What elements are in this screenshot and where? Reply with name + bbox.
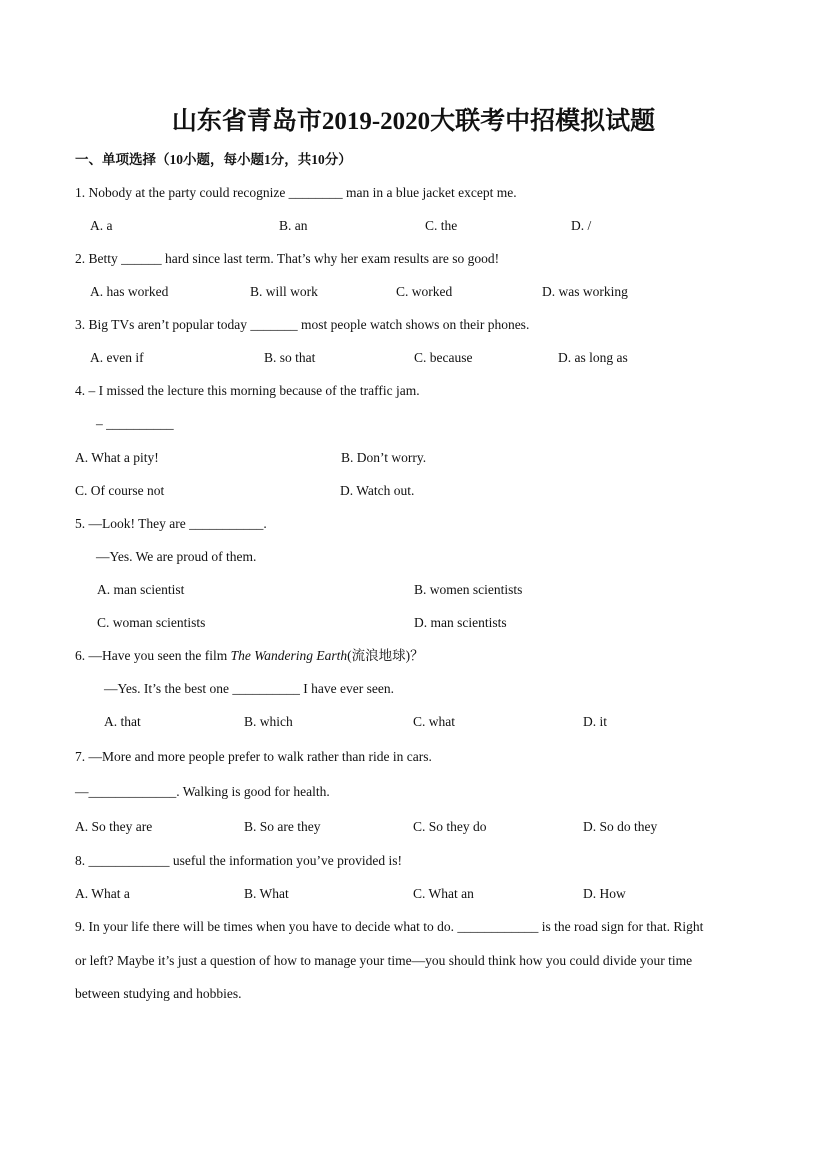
question-4-stem: 4. – I missed the lecture this morning because of the traffic jam. xyxy=(75,383,420,398)
question-3-option-a: A. even if xyxy=(90,350,144,365)
question-7-option-a: A. So they are xyxy=(75,819,153,834)
question-5-reply: —Yes. We are proud of them. xyxy=(96,549,257,564)
question-6-option-c: C. what xyxy=(413,714,455,729)
question-4-reply: – __________ xyxy=(96,416,174,431)
page-title: 山东省青岛市2019-2020大联考中招模拟试题 xyxy=(171,108,656,135)
question-2-stem: 2. Betty ______ hard since last term. That’s why her exam results are so good! xyxy=(75,251,500,266)
question-7-option-b: B. So are they xyxy=(244,819,321,834)
film-title: The Wandering Earth xyxy=(230,648,348,663)
question-8-option-a: A. What a xyxy=(75,886,130,901)
question-2-option-d: D. was working xyxy=(542,284,628,299)
question-7-reply: —_____________. Walking is good for health. xyxy=(75,784,330,799)
question-4-option-d: D. Watch out. xyxy=(340,483,415,498)
question-9-line-2: or left? Maybe it’s just a question of how to manage your time—you should think how you could divide your time xyxy=(75,953,693,968)
question-3-option-b: B. so that xyxy=(264,350,316,365)
question-6-option-b: B. which xyxy=(244,714,293,729)
question-3-option-c: C. because xyxy=(414,350,473,365)
question-6-reply: —Yes. It’s the best one __________ I have ever seen. xyxy=(104,681,394,696)
question-2-option-b: B. will work xyxy=(250,284,318,299)
question-1-option-b: B. an xyxy=(279,218,308,233)
question-9-line-1: 9. In your life there will be times when you have to decide what to do. ____________ is the road sign for that. Right xyxy=(75,919,704,934)
question-1-option-d: D. / xyxy=(571,218,592,233)
question-5-stem: 5. —Look! They are ___________. xyxy=(75,516,267,531)
question-4-option-c: C. Of course not xyxy=(75,483,165,498)
question-6-option-d: D. it xyxy=(583,714,608,729)
question-4-option-a: A. What a pity! xyxy=(75,450,159,465)
question-3-stem: 3. Big TVs aren’t popular today _______ most people watch shows on their phones. xyxy=(75,317,530,332)
question-8-option-b: B. What xyxy=(244,886,289,901)
question-7-option-c: C. So they do xyxy=(413,819,487,834)
question-2-option-a: A. has worked xyxy=(90,284,169,299)
question-5-option-d: D. man scientists xyxy=(414,615,507,630)
question-5-option-b: B. women scientists xyxy=(414,582,523,597)
question-7-stem: 7. —More and more people prefer to walk rather than ride in cars. xyxy=(75,749,432,764)
question-8-stem: 8. ____________ useful the information you’ve provided is! xyxy=(75,853,402,868)
question-8-option-d: D. How xyxy=(583,886,626,901)
question-5-option-c: C. woman scientists xyxy=(97,615,206,630)
question-8-option-c: C. What an xyxy=(413,886,474,901)
question-9-line-3: between studying and hobbies. xyxy=(75,986,242,1001)
question-6-option-a: A. that xyxy=(104,714,141,729)
question-5-option-a: A. man scientist xyxy=(97,582,185,597)
question-1-option-a: A. a xyxy=(90,218,113,233)
question-3-option-d: D. as long as xyxy=(558,350,628,365)
question-1-stem: 1. Nobody at the party could recognize ________ man in a blue jacket except me. xyxy=(75,185,517,200)
question-6-stem-prefix: 6. —Have you seen the film xyxy=(75,648,231,663)
question-7-option-d: D. So do they xyxy=(583,819,658,834)
question-2-option-c: C. worked xyxy=(396,284,453,299)
section-heading: 一、单项选择（10小题，每小题1分，共10分） xyxy=(75,152,352,167)
question-4-option-b: B. Don’t worry. xyxy=(341,450,427,465)
question-1-option-c: C. the xyxy=(425,218,458,233)
question-6-stem-suffix: (流浪地球)？ xyxy=(347,648,424,663)
question-6-stem xyxy=(75,647,424,665)
